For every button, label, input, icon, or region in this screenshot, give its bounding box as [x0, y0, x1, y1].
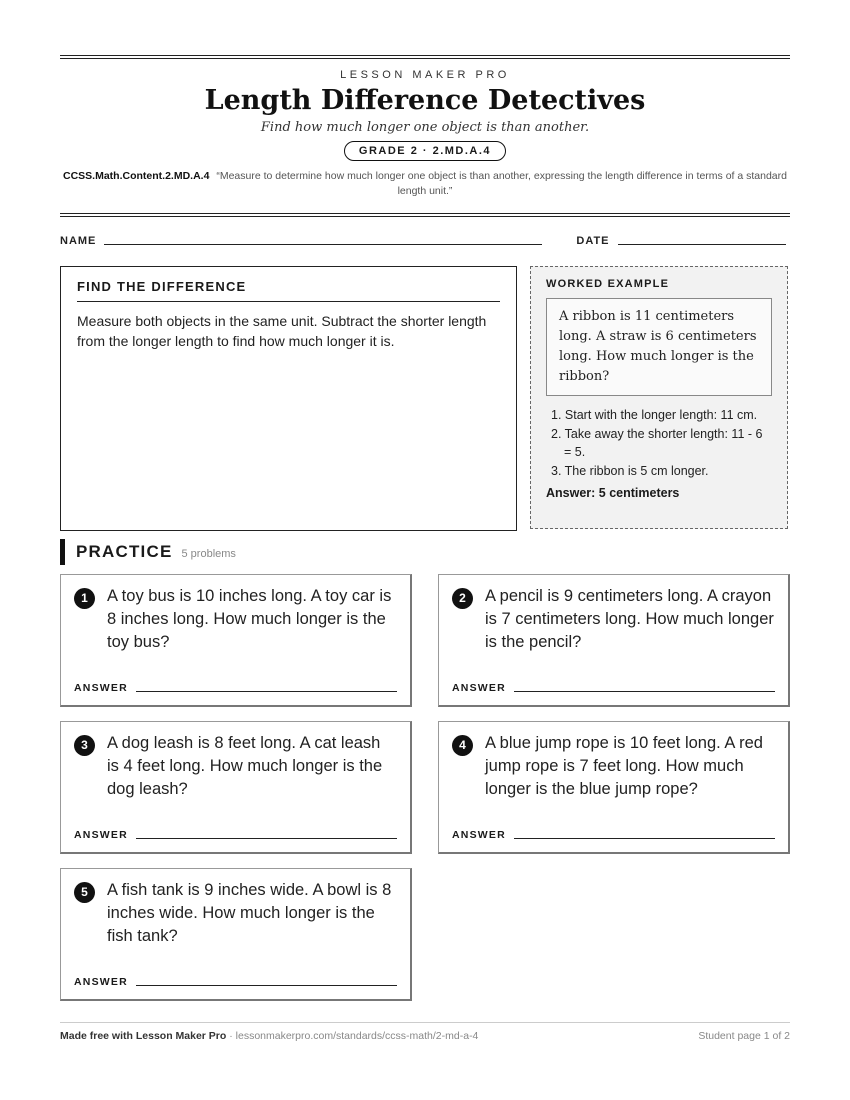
answer-line[interactable] — [136, 838, 397, 839]
problem-text: A pencil is 9 centimeters long. A crayon is 7 centimeters long. How much longer is the pencil? — [485, 587, 774, 651]
worked-example-step: 2. Take away the shorter length: 11 - 6 = 5. — [551, 427, 763, 459]
answer-label: ANSWER — [74, 829, 128, 841]
answer-row — [74, 682, 397, 694]
worked-example-answer: Answer: 5 centimeters — [546, 486, 680, 500]
problem-text: A fish tank is 9 inches wide. A bowl is 8 inches wide. How much longer is the fish tank? — [107, 881, 392, 945]
answer-line[interactable] — [136, 985, 397, 986]
problem-text: A toy bus is 10 inches long. A toy car is 8 inches long. How much longer is the toy bus? — [107, 587, 392, 651]
problem-card-1 — [60, 574, 412, 707]
problem-card-3 — [60, 721, 412, 854]
worked-example-step: 3. The ribbon is 5 cm longer. — [551, 464, 709, 478]
problem-number-badge: 5 — [74, 882, 95, 903]
date-field-line[interactable] — [618, 244, 786, 245]
worked-example-step: 1. Start with the longer length: 11 cm. — [551, 408, 758, 422]
answer-label: ANSWER — [74, 976, 128, 988]
name-field-line[interactable] — [104, 244, 542, 245]
page-subtitle: Find how much longer one object is than another. — [260, 120, 590, 135]
practice-header — [60, 539, 236, 565]
problem-number-badge: 4 — [452, 735, 473, 756]
find-difference-box — [60, 266, 517, 531]
answer-line[interactable] — [514, 691, 775, 692]
problem-number-badge: 1 — [74, 588, 95, 609]
find-difference-heading: FIND THE DIFFERENCE — [77, 279, 500, 302]
footer-credit — [60, 1030, 478, 1042]
worked-example-heading: WORKED EXAMPLE — [546, 278, 670, 290]
problem-text: A blue jump rope is 10 feet long. A red jump rope is 7 feet long. How much longer is the blue jump rope? — [485, 734, 763, 798]
standard-code: CCSS.Math.Content.2.MD.A.4 — [63, 170, 210, 182]
worksheet-page — [60, 55, 790, 531]
answer-row — [452, 829, 775, 841]
worked-example-steps — [546, 406, 772, 480]
problem-card-4 — [438, 721, 790, 854]
practice-title: PRACTICE — [76, 542, 173, 561]
worked-example-box — [530, 266, 788, 529]
footer-made-with: Made free with Lesson Maker Pro — [60, 1030, 227, 1042]
date-label: DATE — [576, 235, 610, 247]
footer-page-number: Student page 1 of 2 — [698, 1030, 790, 1042]
answer-line[interactable] — [136, 691, 397, 692]
answer-label: ANSWER — [452, 682, 506, 694]
grade-badge: GRADE 2 · 2.MD.A.4 — [344, 141, 506, 161]
header-top-rule — [60, 55, 790, 59]
problem-card-5 — [60, 868, 412, 1001]
page-title: Length Difference Detectives — [204, 85, 646, 116]
answer-label: ANSWER — [452, 829, 506, 841]
answer-line[interactable] — [514, 838, 775, 839]
practice-count: 5 problems — [181, 547, 236, 560]
intro-section — [60, 266, 790, 531]
problem-number-badge: 2 — [452, 588, 473, 609]
brand-name: LESSON MAKER PRO — [340, 69, 510, 81]
answer-row — [74, 976, 397, 988]
footer-url[interactable]: · lessonmakerpro.com/standards/ccss-math/2-md-a-4 — [229, 1030, 479, 1042]
answer-label: ANSWER — [74, 682, 128, 694]
problem-card-2 — [438, 574, 790, 707]
name-date-row — [60, 233, 790, 247]
worked-example-problem: A ribbon is 11 centimeters long. A straw is 6 centimeters long. How much longer is the ribbon? — [546, 298, 772, 396]
answer-row — [74, 829, 397, 841]
answer-row — [452, 682, 775, 694]
practice-accent-bar — [60, 539, 65, 565]
problem-text: A dog leash is 8 feet long. A cat leash is 4 feet long. How much longer is the dog leash? — [107, 734, 383, 798]
standard-statement — [60, 169, 790, 199]
find-difference-text: Measure both objects in the same unit. Subtract the shorter length from the longer length to find how much longer it is. — [77, 313, 487, 349]
page-footer — [60, 1022, 790, 1042]
standard-text: “Measure to determine how much longer one object is than another, expressing the length difference in terms of a standard length unit.” — [216, 170, 787, 197]
name-label: NAME — [60, 235, 97, 247]
header-bottom-rule — [60, 213, 790, 217]
problem-number-badge: 3 — [74, 735, 95, 756]
